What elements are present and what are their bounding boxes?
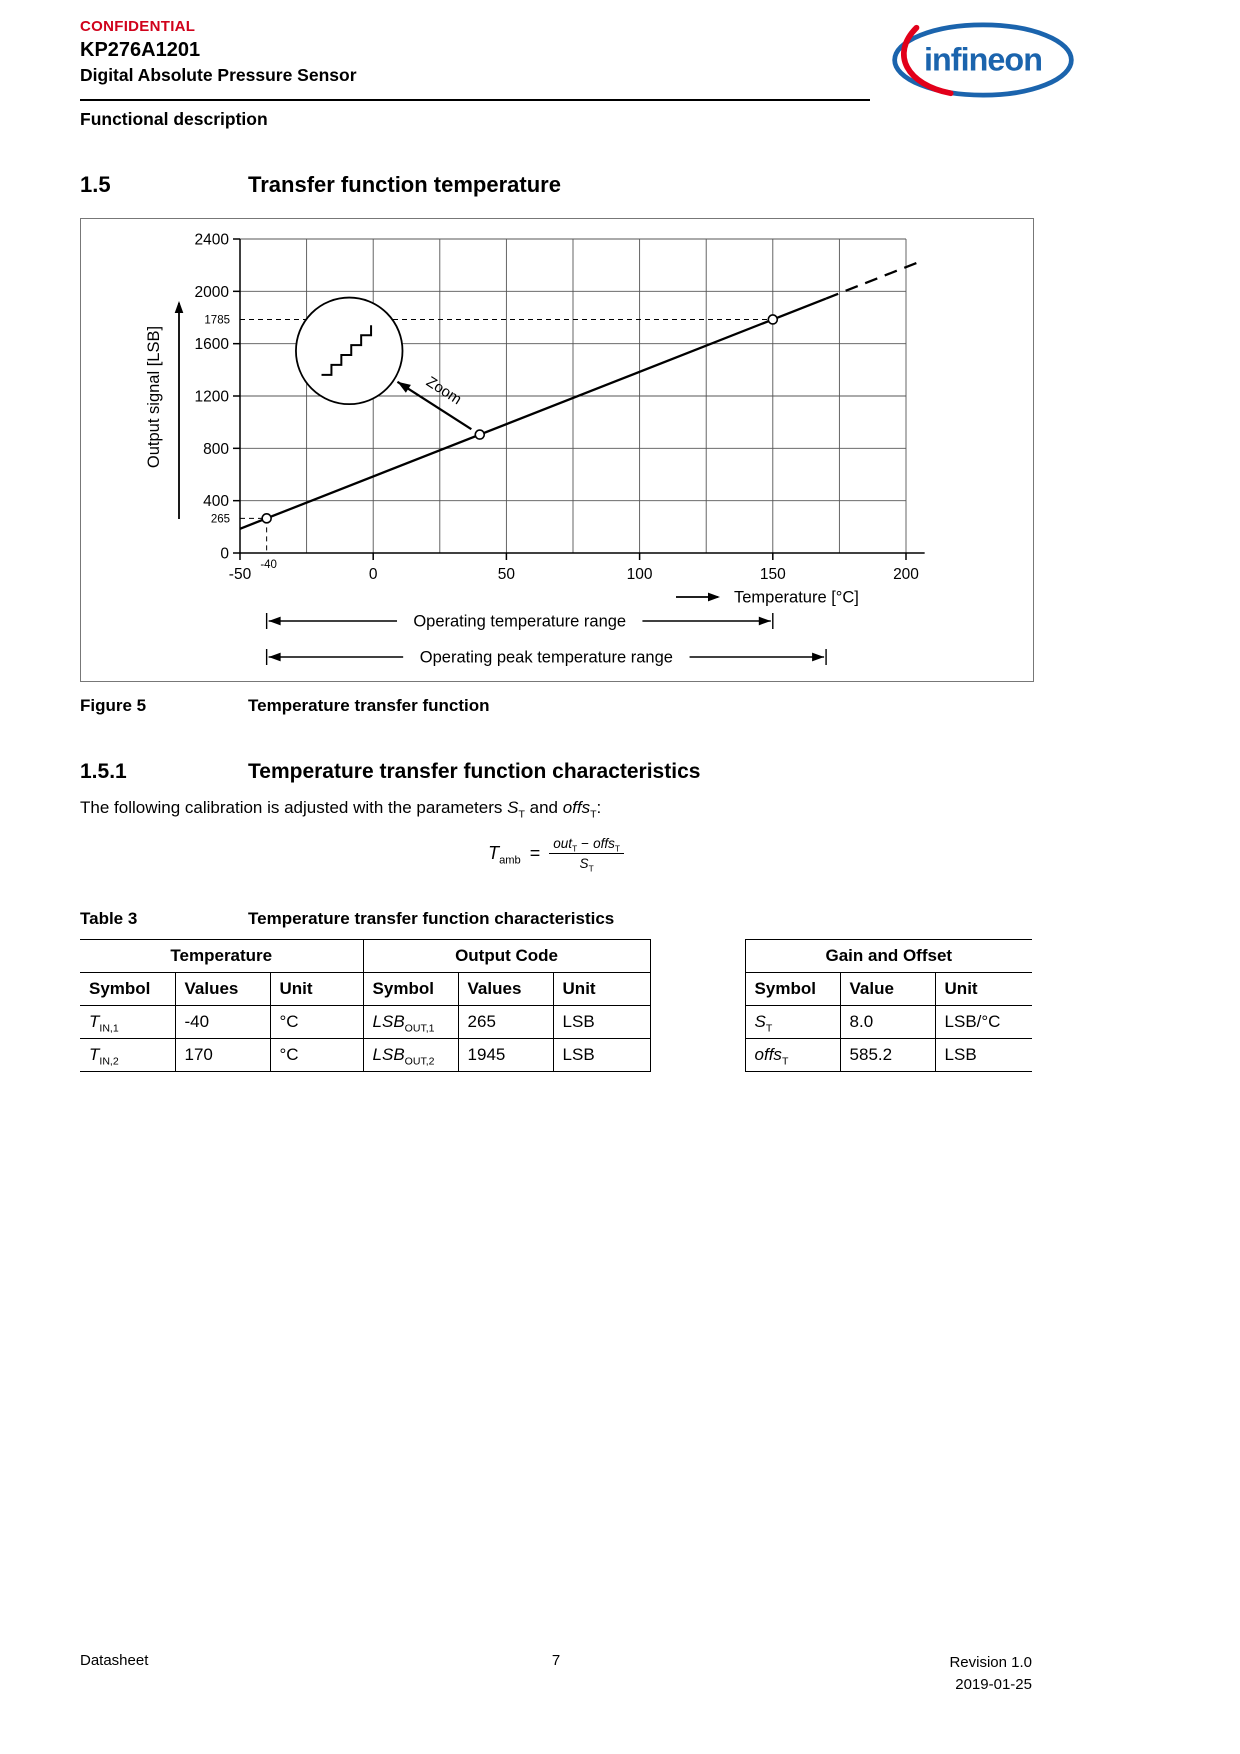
col-header: Unit: [553, 973, 650, 1006]
col-header: Symbol: [363, 973, 458, 1006]
table-3: [80, 939, 1032, 1072]
table-spacer: [650, 940, 745, 973]
equals-sign: =: [529, 843, 541, 863]
cell-unit: LSB: [553, 1039, 650, 1072]
svg-text:150: 150: [759, 566, 786, 583]
formula-lhs: $T_{amb}$: [488, 843, 521, 867]
svg-text:2400: 2400: [194, 231, 229, 249]
svg-text:1785: 1785: [204, 314, 230, 327]
table-spacer: [650, 1039, 745, 1072]
page-footer: [80, 1652, 1032, 1696]
page-header: [80, 18, 1240, 86]
section-title: Transfer function temperature: [248, 172, 561, 197]
footer-doc-type: Datasheet: [80, 1652, 149, 1669]
table-caption-row: [80, 909, 1032, 929]
group-temperature: Temperature: [80, 940, 363, 973]
section-number: 1.5: [80, 172, 111, 197]
infineon-logo-graphic: [888, 14, 1078, 106]
footer-date: 2019-01-25: [955, 1675, 1032, 1693]
table-row: [80, 1039, 1032, 1072]
infineon-logo: [888, 14, 1078, 106]
cell-symbol: $S_T$: [745, 1006, 840, 1039]
figure-caption-row: [80, 696, 1032, 716]
table-caption: Temperature transfer function characteristics: [248, 909, 615, 928]
cell-value: -40: [175, 1006, 270, 1039]
svg-text:Zoom: Zoom: [423, 373, 465, 409]
group-output-code: Output Code: [363, 940, 650, 973]
confidential-label: CONFIDENTIAL: [80, 18, 196, 35]
figure-label: Figure 5: [80, 696, 147, 715]
svg-text:Operating peak temperature ran: Operating peak temperature range: [419, 648, 673, 667]
svg-text:Output signal [LSB]: Output signal [LSB]: [145, 325, 163, 469]
table-group-row: [80, 940, 1032, 973]
cell-symbol: offs$_T$: [745, 1039, 840, 1072]
footer-revision-block: [715, 1652, 1032, 1696]
svg-text:2000: 2000: [194, 283, 229, 301]
cell-unit: LSB: [553, 1006, 650, 1039]
section-heading-1-5-1: [80, 760, 1032, 784]
intro-text: The following calibration is adjusted with the parameters: [80, 798, 508, 817]
cell-value: 585.2: [840, 1039, 935, 1072]
symbol-offst: offs: [562, 798, 591, 817]
fraction-numerator: out$_T$ − offs$_T$: [549, 836, 624, 854]
col-header: Symbol: [745, 973, 840, 1006]
svg-text:800: 800: [203, 440, 229, 458]
chapter-title: Functional description: [80, 109, 268, 129]
product-name: Digital Absolute Pressure Sensor: [80, 65, 357, 85]
logo-wordmark: infineon: [924, 41, 1042, 78]
svg-text:0: 0: [368, 566, 378, 583]
col-header: Unit: [270, 973, 363, 1006]
part-number: KP276A1201: [80, 39, 201, 61]
table-row: [80, 1006, 1032, 1039]
cell-symbol: $LSB_{OUT,2}$: [363, 1039, 458, 1072]
fraction-denominator: $S_T$: [579, 856, 594, 874]
col-header: Value: [840, 973, 935, 1006]
cell-symbol: $T_{IN,2}$: [80, 1039, 175, 1072]
col-header: Symbol: [80, 973, 175, 1006]
cell-value: 265: [458, 1006, 553, 1039]
svg-text:-50: -50: [228, 566, 252, 583]
cell-symbol: $LSB_{OUT,1}$: [363, 1006, 458, 1039]
intro-paragraph: The following calibration is adjusted with the parameters $S_T$ and offs$_T$:: [80, 798, 602, 821]
cell-unit: LSB/°C: [935, 1006, 1032, 1039]
cell-unit: °C: [270, 1039, 363, 1072]
cell-unit: LSB: [935, 1039, 1032, 1072]
subsection-number: 1.5.1: [80, 760, 127, 783]
svg-text:0: 0: [220, 545, 229, 563]
cell-symbol: $T_{IN,1}$: [80, 1006, 175, 1039]
svg-text:1200: 1200: [194, 388, 229, 406]
temperature-transfer-chart: [81, 219, 1033, 681]
subsection-title: Temperature transfer function characteristics: [248, 760, 701, 783]
section-heading-1-5: [80, 172, 1032, 198]
cell-unit: °C: [270, 1006, 363, 1039]
svg-text:Operating temperature range: Operating temperature range: [413, 612, 627, 631]
table-label: Table 3: [80, 909, 138, 928]
cell-value: 1945: [458, 1039, 553, 1072]
col-header: Unit: [935, 973, 1032, 1006]
page-number: 7: [551, 1652, 561, 1669]
figure-caption: Temperature transfer function: [248, 696, 490, 715]
table-spacer: [650, 973, 745, 1006]
cell-value: 170: [175, 1039, 270, 1072]
group-gain-offset: Gain and Offset: [745, 940, 1032, 973]
svg-text:Temperature [°C]: Temperature [°C]: [734, 588, 859, 607]
svg-text:50: 50: [497, 566, 516, 583]
col-header: Values: [175, 973, 270, 1006]
svg-text:200: 200: [893, 566, 919, 583]
cell-value: 8.0: [840, 1006, 935, 1039]
header-rule: [80, 99, 870, 101]
symbol-st: S: [507, 798, 519, 817]
table-header-row: [80, 973, 1032, 1006]
col-header: Values: [458, 973, 553, 1006]
formula-fraction: [549, 836, 624, 874]
figure-5: [80, 218, 1034, 682]
svg-text:400: 400: [203, 493, 229, 511]
footer-revision: Revision 1.0: [949, 1654, 1032, 1671]
svg-text:-40: -40: [260, 559, 277, 571]
svg-text:100: 100: [626, 566, 653, 583]
calibration-formula: [80, 836, 1032, 874]
svg-text:1600: 1600: [194, 336, 229, 354]
svg-text:265: 265: [210, 513, 230, 526]
table-spacer: [650, 1006, 745, 1039]
